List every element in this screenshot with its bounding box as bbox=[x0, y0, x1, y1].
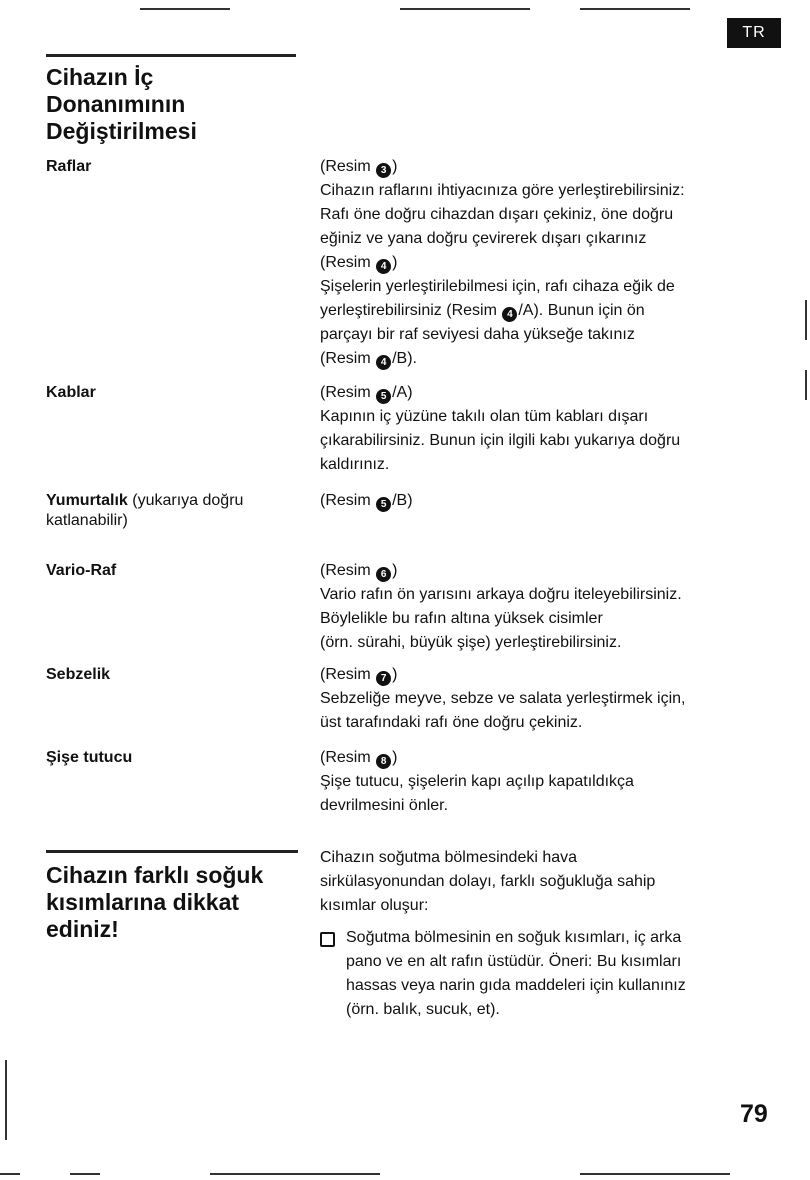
figure-number-icon: 7 bbox=[376, 671, 391, 686]
section-rule bbox=[46, 54, 296, 57]
figure-number-icon: 8 bbox=[376, 754, 391, 769]
scan-mark bbox=[805, 300, 807, 340]
body-line: Böylelikle bu rafın altına yüksek cisimler bbox=[320, 610, 603, 627]
body-vario-raf bbox=[320, 559, 780, 655]
body-line: Rafı öne doğru cihazdan dışarı çekiniz, öne doğru bbox=[320, 206, 674, 223]
body-line: Vario rafın ön yarısını arkaya doğru iteleyebilirsiniz. bbox=[320, 586, 682, 603]
label-raflar: Raflar bbox=[46, 158, 92, 175]
scan-mark bbox=[580, 1173, 730, 1175]
section-rule bbox=[46, 850, 298, 853]
section-title-interior bbox=[46, 64, 197, 145]
scan-mark bbox=[70, 1173, 100, 1175]
body-line: (Resim 5 /A) bbox=[320, 384, 413, 402]
intro-line: kısımlar oluşur: bbox=[320, 897, 429, 914]
section-title-cold-zones bbox=[46, 862, 263, 943]
title-line: Cihazın İç bbox=[46, 64, 154, 90]
body-line: (Resim 3 ) bbox=[320, 158, 398, 176]
body-line: eğiniz ve yana doğru çevirerek dışarı çıkarınız bbox=[320, 230, 647, 247]
body-line: parçayı bir raf seviyesi daha yükseğe takınız bbox=[320, 326, 635, 343]
figure-number-icon: 5 bbox=[376, 497, 391, 512]
bullet-item bbox=[320, 926, 780, 1022]
scan-mark bbox=[400, 8, 530, 10]
figure-number-icon: 4 bbox=[502, 307, 517, 322]
title-line: ediniz! bbox=[46, 916, 119, 942]
figure-number-icon: 3 bbox=[376, 163, 391, 178]
language-badge: TR bbox=[727, 18, 781, 48]
body-line: (örn. sürahi, büyük şişe) yerleştirebilirsiniz. bbox=[320, 634, 622, 651]
figure-number-icon: 4 bbox=[376, 355, 391, 370]
label-kablar: Kablar bbox=[46, 384, 96, 401]
intro-line: sirkülasyonundan dolayı, farklı soğukluğa sahip bbox=[320, 873, 656, 890]
scan-mark bbox=[210, 1173, 380, 1175]
checkbox-bullet-icon bbox=[320, 932, 335, 947]
body-line: Şişelerin yerleştirilebilmesi için, rafı cihaza eğik de bbox=[320, 278, 675, 295]
bullet-line: (örn. balık, sucuk, et). bbox=[346, 1001, 500, 1018]
page-number: 79 bbox=[740, 1100, 768, 1128]
body-line: yerleştirebilirsiniz (Resim 4 /A). Bunun için ön bbox=[320, 302, 645, 320]
cold-zones-intro bbox=[320, 846, 780, 1022]
body-yumurtalik bbox=[320, 489, 780, 513]
bullet-line: hassas veya narin gıda maddeleri için kullanınız bbox=[346, 977, 686, 994]
body-line: (Resim 4 ) bbox=[320, 254, 398, 272]
body-line: Cihazın raflarını ihtiyacınıza göre yerleştirebilirsiniz: bbox=[320, 182, 685, 199]
scan-mark bbox=[5, 1060, 7, 1140]
body-raflar bbox=[320, 155, 780, 371]
title-line: Cihazın farklı soğuk bbox=[46, 862, 264, 888]
figure-number-icon: 5 bbox=[376, 389, 391, 404]
title-line: kısımlarına dikkat bbox=[46, 889, 240, 915]
body-line: (Resim 8 ) bbox=[320, 749, 398, 767]
body-line: (Resim 6 ) bbox=[320, 562, 398, 580]
body-line: Sebzeliğe meyve, sebze ve salata yerleştirmek için, bbox=[320, 690, 686, 707]
body-sise-tutucu bbox=[320, 746, 780, 818]
bullet-line: Soğutma bölmesinin en soğuk kısımları, iç arka bbox=[346, 929, 682, 946]
label-vario-raf: Vario-Raf bbox=[46, 562, 117, 579]
figure-number-icon: 6 bbox=[376, 567, 391, 582]
body-line: (Resim 7 ) bbox=[320, 666, 398, 684]
scan-mark bbox=[140, 8, 230, 10]
scan-mark bbox=[805, 370, 807, 400]
label-sise-tutucu: Şişe tutucu bbox=[46, 749, 133, 766]
bullet-line: pano ve en alt rafın üstüdür. Öneri: Bu kısımları bbox=[346, 953, 682, 970]
body-line: devrilmesini önler. bbox=[320, 797, 449, 814]
body-line: (Resim 4 /B). bbox=[320, 350, 417, 368]
figure-number-icon: 4 bbox=[376, 259, 391, 274]
body-line: Şişe tutucu, şişelerin kapı açılıp kapatıldıkça bbox=[320, 773, 634, 790]
intro-line: Cihazın soğutma bölmesindeki hava bbox=[320, 849, 578, 866]
body-line: üst tarafındaki rafı öne doğru çekiniz. bbox=[320, 714, 583, 731]
body-line: Kapının iç yüzüne takılı olan tüm kabları dışarı bbox=[320, 408, 649, 425]
title-line: Değiştirilmesi bbox=[46, 118, 197, 144]
scan-mark bbox=[580, 8, 690, 10]
body-line: kaldırınız. bbox=[320, 456, 390, 473]
label-yumurtalik: Yumurtalık (yukarıya doğru katlanabilir) bbox=[46, 492, 244, 529]
scan-mark bbox=[0, 1173, 20, 1175]
label-sebzelik: Sebzelik bbox=[46, 666, 111, 683]
body-line: (Resim 5 /B) bbox=[320, 492, 413, 510]
body-line: çıkarabilirsiniz. Bunun için ilgili kabı yukarıya doğru bbox=[320, 432, 681, 449]
title-line: Donanımının bbox=[46, 91, 186, 117]
body-sebzelik bbox=[320, 663, 780, 735]
body-kablar bbox=[320, 381, 780, 477]
